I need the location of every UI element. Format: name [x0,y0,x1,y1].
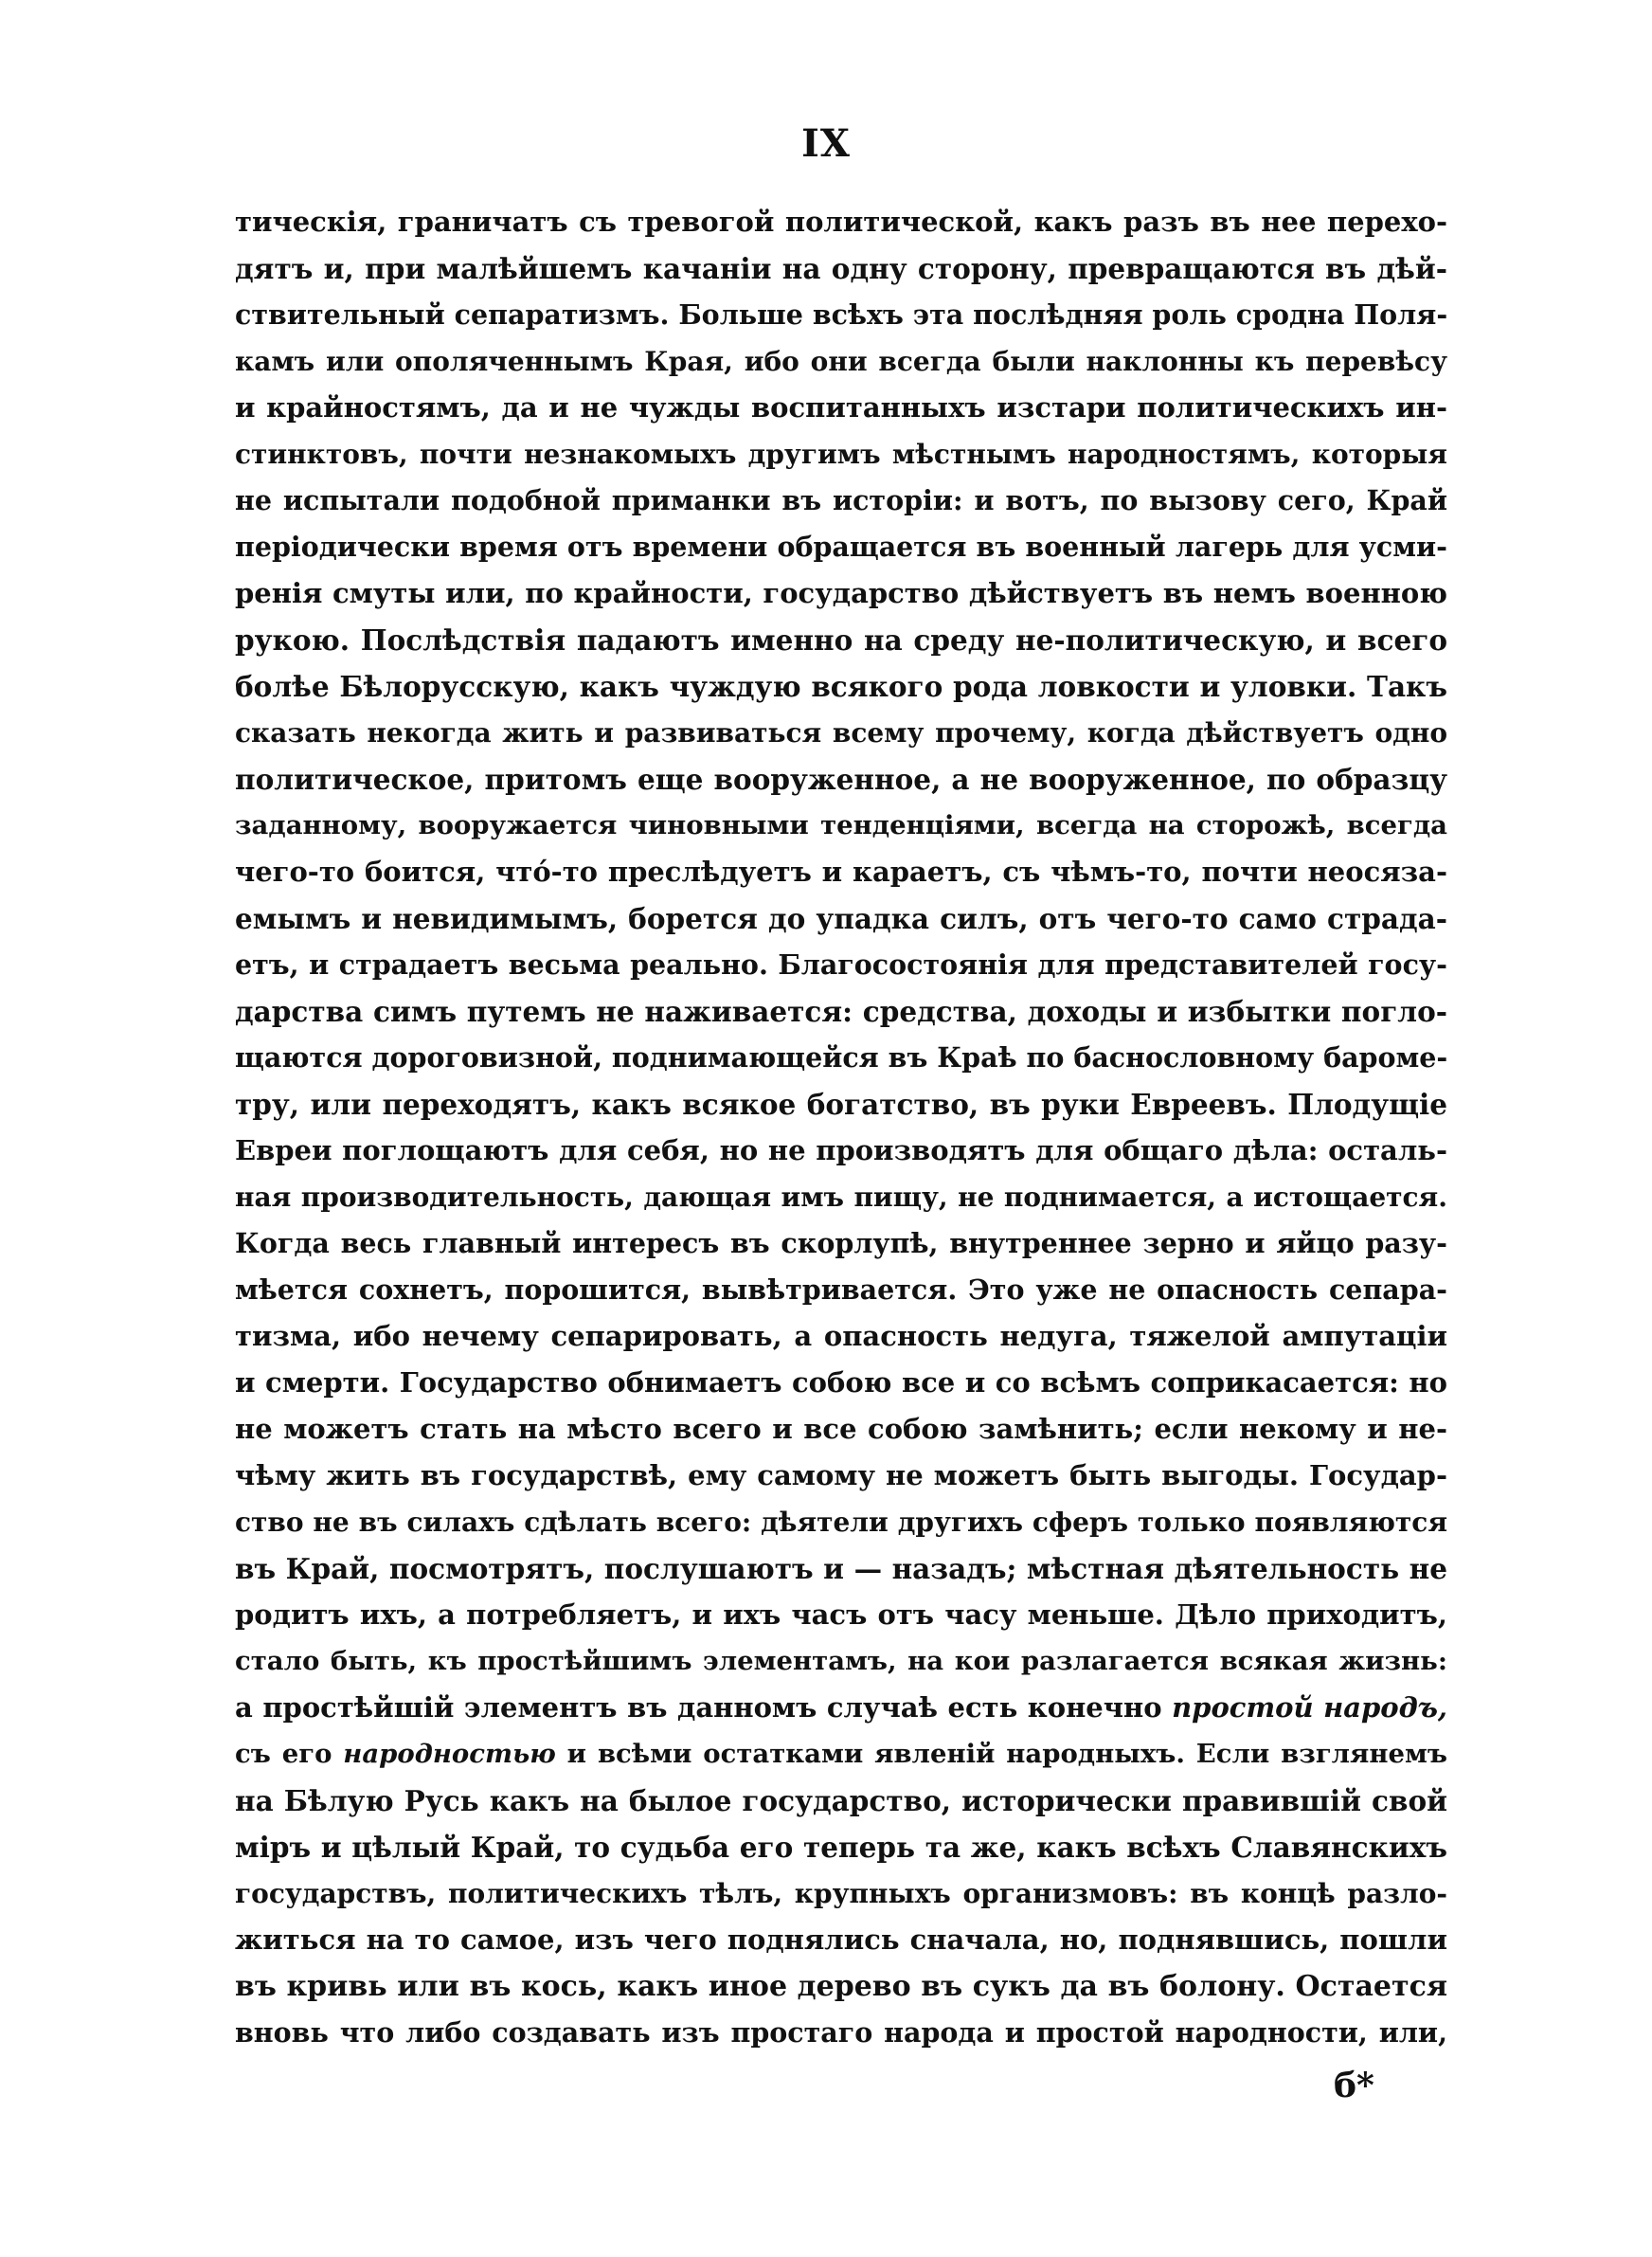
text-line: етъ, и страдаетъ весьма реально. Благосостоянія для представителей госу- [235,948,1447,981]
text-line: емымъ и невидимымъ, борется до упадка силъ, отъ чего-то само страда- [235,902,1447,935]
text-line: мѣется сохнетъ, порошится, вывѣтривается. Это уже не опасность сепара- [235,1273,1447,1306]
text-line: заданному, вооружается чиновными тенденціями, всегда на сторожѣ, всегда [235,810,1447,840]
page-number: IX [801,121,851,166]
text-line: тизма, ибо нечему сепарировать, а опасность недуга, тяжелой ампутаціи [235,1320,1447,1352]
text-line: ренія смуты или, по крайности, государство дѣйствуетъ въ немъ военною [235,577,1447,609]
text-line: періодически время отъ времени обращается въ военный лагерь для усми- [235,531,1447,563]
text-line: государствъ, политическихъ тѣлъ, крупныхъ организмовъ: въ концѣ разло- [235,1878,1447,1909]
line-text-before: а простѣйшій элементъ въ данномъ случаѣ есть конечно [235,1691,1173,1724]
text-line: дарства симъ путемъ не наживается: средства, доходы и избытки погло- [235,995,1447,1028]
text-line: стинктовъ, почти незнакомыхъ другимъ мѣстнымъ народностямъ, которыя [235,439,1447,470]
text-line: сказать некогда жить и развиваться всему прочему, когда дѣйствуетъ одно [235,717,1447,749]
signature-mark: б* [1334,2066,1374,2105]
text-line: и крайностямъ, да и не чужды воспитанныхъ изстари политическихъ ин- [235,391,1447,424]
italic-emphasis: простой народъ, [1172,1691,1447,1724]
text-line: рукою. Послѣдствія падаютъ именно на среду не-политическую, и всего [235,623,1447,657]
text-line: дятъ и, при малѣйшемъ качаніи на одну сторону, превращаются въ дѣй- [235,252,1447,285]
text-line: стало быть, къ простѣйшимъ элементамъ, на кои разлагается всякая жизнь: [235,1646,1447,1676]
line-text-before: съ его [235,1739,344,1769]
text-line: не испытали подобной приманки въ исторіи: и вотъ, по вызову сего, Край [235,484,1447,516]
italic-emphasis: народностью [343,1739,556,1769]
text-line: щаются дороговизной, поднимающейся въ Краѣ по баснословному бароме- [235,1041,1447,1074]
text-line: ствительный сепаратизмъ. Больше всѣхъ эта послѣдняя роль сродна Поля- [235,298,1447,331]
text-line: не можетъ стать на мѣсто всего и все собою замѣнить; если некому и не- [235,1413,1447,1445]
text-line: родитъ ихъ, а потребляетъ, и ихъ часъ отъ часу меньше. Дѣло приходитъ, [235,1598,1447,1631]
text-line: Евреи поглощаютъ для себя, но не производятъ для общаго дѣла: осталь- [235,1134,1447,1166]
text-line: вновь что либо создавать изъ простаго народа и простой народности, или, [235,2016,1447,2049]
text-line: тическія, граничатъ съ тревогой политической, какъ разъ въ нее перехо- [235,206,1447,238]
text-line: тру, или переходятъ, какъ всякое богатство, въ руки Евреевъ. Плодущіе [235,1088,1447,1121]
text-line: житься на то самое, изъ чего поднялись сначала, но, поднявшись, пошли [235,1923,1447,1956]
text-line: на Бѣлую Русь какъ на былое государство, исторически правившій свой [235,1784,1447,1817]
text-line: чего-то боится, чтó-то преслѣдуетъ и караетъ, съ чѣмъ-то, почти неосяза- [235,856,1447,888]
line-text-after: и всѣми остатками явленій народныхъ. Если взглянемъ [555,1739,1447,1769]
text-line: ство не въ силахъ сдѣлать всего: дѣятели другихъ сферъ только появляются [235,1507,1447,1538]
text-line-with-italic [235,1685,1447,1731]
body-text [235,199,1447,2056]
text-line: въ Край, посмотрятъ, послушаютъ и — назадъ; мѣстная дѣятельность не [235,1552,1447,1585]
text-line: политическое, притомъ еще вооруженное, а не вооруженное, по образцу [235,763,1447,796]
text-line: чѣму жить въ государствѣ, ему самому не можетъ быть выгоды. Государ- [235,1459,1447,1491]
text-line: болѣе Бѣлорусскую, какъ чуждую всякого рода ловкости и уловки. Такъ [235,670,1447,703]
text-line: въ кривь или въ кось, какъ иное дерево въ сукъ да въ болону. Остается [235,1970,1447,2003]
text-line: камъ или ополяченнымъ Края, ибо они всегда были наклонны къ перевѣсу [235,346,1447,377]
text-line: Когда весь главный интересъ въ скорлупѣ, внутреннее зерно и яйцо разу- [235,1227,1447,1259]
text-line: и смерти. Государство обнимаетъ собою все и со всѣмъ соприкасается: но [235,1366,1447,1399]
text-line: міръ и цѣлый Край, то судьба его теперь та же, какъ всѣхъ Славянскихъ [235,1831,1447,1864]
text-line-with-italic [235,1731,1447,1778]
text-line: ная производительность, дающая имъ пищу, не поднимается, а истощается. [235,1182,1447,1213]
